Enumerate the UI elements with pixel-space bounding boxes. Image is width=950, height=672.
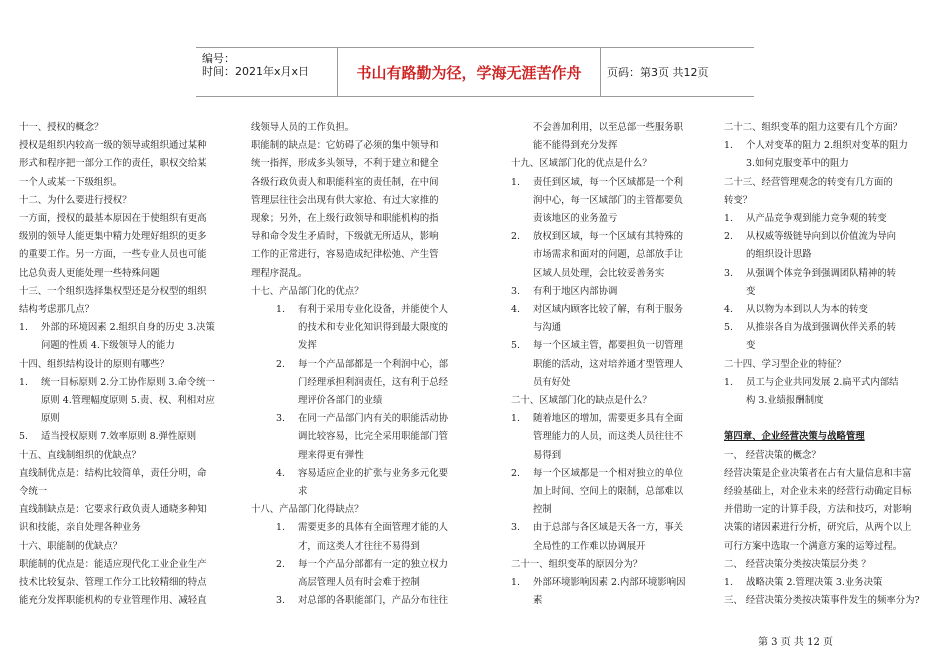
text-line: 二十四、学习型企业的特征？ — [724, 358, 846, 370]
header-motto: 书山有路勤为径，学海无涯苦作舟 — [338, 48, 601, 96]
list-item — [251, 465, 483, 483]
list-item-text: 从产品竞争观到能力竞争观的转变 — [746, 213, 887, 225]
list-item — [724, 392, 940, 410]
text-line: 工作的正常进行，容易造成纪律松弛、产生管 — [251, 249, 439, 261]
list-item — [19, 337, 235, 355]
list-item-number — [511, 356, 533, 374]
list-item-number: 3. — [276, 595, 285, 607]
text-line: 经营决策是企业决策者在占有大量信息和丰富 — [724, 467, 912, 479]
text-line: 比总负责人更能处理一些特殊问题 — [19, 267, 160, 279]
list-item-text: 求 — [298, 486, 308, 498]
text-line: 职能制的优点是：能适应现代化工业企业生产 — [19, 558, 207, 570]
text-line: 十八、产品部门化得缺点？ — [251, 504, 364, 516]
list-item — [511, 192, 716, 210]
list-item-text: 易得到 — [533, 449, 562, 461]
list-item-number — [19, 337, 41, 355]
list-item-text: 在同一产品部门内有关的职能活动协 — [298, 413, 449, 425]
text-line: 并借助一定的计算手段，方法和技巧，对影响 — [724, 504, 912, 516]
list-item-text: 每一个产品分部都有一定的独立权力 — [298, 558, 449, 570]
chapter-heading: 第四章、企业经营决策与战略管理 — [724, 431, 865, 443]
list-item-number: 1. — [19, 376, 28, 388]
list-item-text: 门经理承担利润责任，这有利于总经 — [298, 376, 449, 388]
text-line: 二十、区域部门化的缺点是什么？ — [511, 395, 652, 407]
list-item-text: 的技术和专业化知识得到最大限度的 — [298, 322, 449, 334]
list-item — [251, 538, 483, 556]
list-item — [511, 246, 716, 264]
list-item — [724, 137, 940, 155]
text-line: 十四、组织结构设计的原则有哪些？ — [19, 358, 170, 370]
list-item — [511, 592, 716, 610]
list-item-number: 3. — [511, 522, 520, 534]
list-item-number: 3. — [511, 285, 520, 297]
list-item — [251, 556, 483, 574]
text-line: 三、 经营决策分类按决策事件发生的频率分为? — [724, 595, 920, 607]
list-item-number — [511, 592, 533, 610]
list-item-number: 1. — [511, 176, 520, 188]
list-item — [251, 410, 483, 428]
list-item-text: 外部的环境因素 2.组织自身的历史 3.决策 — [41, 322, 215, 334]
list-item-text: 原则 — [41, 413, 60, 425]
list-item-text: 能不能得到充分发挥 — [533, 140, 618, 152]
list-item-text: 外部环境影响因素 2.内部环境影响因 — [533, 577, 686, 589]
page-header — [196, 47, 754, 97]
text-line: 十七、产品部门化的优点？ — [251, 285, 364, 297]
list-item-number — [276, 447, 298, 465]
list-item-text: 的组织设计思路 — [746, 249, 812, 261]
list-item — [511, 574, 716, 592]
list-item — [511, 337, 716, 355]
text-line: 管理层往往会出现有供大家抢、有过大家推的 — [251, 194, 439, 206]
list-item — [251, 319, 483, 337]
text-line: 令统一 — [19, 486, 48, 498]
list-item-number: 2. — [276, 558, 285, 570]
text-line: 技术比较复杂、管理工作分工比较精细的特点 — [19, 577, 207, 589]
list-item-text: 高层管理人员有时会难于控制 — [298, 577, 420, 589]
time-label: 时间：2021年x月x日 — [202, 65, 310, 78]
text-line: 十六、职能制的优缺点？ — [19, 540, 123, 552]
list-item — [724, 374, 940, 392]
list-item-number — [276, 337, 298, 355]
list-item-text: 由于总部与各区域是天各一方，事关 — [533, 522, 684, 534]
code-label: 编号： — [202, 52, 235, 65]
text-column-2 — [251, 119, 483, 610]
list-item-text: 需要更多的具体有全面管理才能的人 — [298, 522, 449, 534]
list-item-text: 3.如何克服变革中的阻力 — [746, 158, 849, 170]
list-item-text: 责任到区域，每一个区域都是一个利 — [533, 176, 684, 188]
list-item-text: 从强调个体竞争到强调团队精神的转 — [746, 267, 897, 279]
list-item-number: 3. — [724, 267, 733, 279]
header-page-info: 页码：第3页 共12页 — [607, 66, 709, 79]
list-item-text: 原则 4.管理幅度原则 5.责、权、利相对应 — [41, 395, 215, 407]
list-item-number: 2. — [511, 231, 520, 243]
list-item — [511, 228, 716, 246]
list-item-number — [276, 392, 298, 410]
list-item-number — [511, 246, 533, 264]
text-column-1 — [19, 119, 235, 610]
list-item — [251, 447, 483, 465]
text-line: 二十二、组织变革的阻力这要有几个方面？ — [724, 122, 903, 133]
list-item-number — [511, 192, 533, 210]
text-column-3 — [511, 119, 716, 610]
text-line: 现象；另外，在上级行政领导和职能机构的指 — [251, 213, 439, 225]
list-item — [724, 210, 940, 228]
list-item — [724, 246, 940, 264]
list-item-text: 每一个产品部都是一个利润中心，部 — [298, 358, 449, 370]
list-item-number — [511, 119, 533, 137]
text-line: 十二、为什么要进行授权？ — [19, 194, 132, 206]
text-line: 能充分发挥职能机构的专业管理作用、减轻直 — [19, 595, 207, 607]
list-item-text: 个人对变革的阻力 2.组织对变革的阻力 — [746, 140, 908, 152]
list-item — [724, 319, 940, 337]
text-line: 一、 经营决策的概念？ — [724, 449, 821, 461]
text-line: 线领导人员的工作负担。 — [251, 122, 355, 133]
list-item-number: 2. — [276, 358, 285, 370]
list-item — [511, 374, 716, 392]
text-line: 理程序混乱。 — [251, 267, 308, 279]
text-line: 授权是组织内较高一级的领导或组织通过某种 — [19, 140, 207, 152]
list-item-number — [511, 428, 533, 446]
text-line: 导和命令发生矛盾时，下级就无所适从，影响 — [251, 231, 439, 243]
text-line: 二十一、组织变革的原因分为？ — [511, 558, 643, 570]
list-item-number — [724, 155, 746, 173]
list-item — [251, 392, 483, 410]
list-item — [511, 356, 716, 374]
list-item-number: 2. — [511, 467, 520, 479]
list-item-text: 统一目标原则 2.分工协作原则 3.命令统一 — [41, 376, 215, 388]
list-item — [724, 265, 940, 283]
text-line: 十三、一个组织选择集权型还是分权型的组织 — [19, 285, 207, 297]
list-item — [724, 301, 940, 319]
list-item-text: 管理能力的人员，而这类人员往往不 — [533, 431, 684, 443]
list-item-text: 区域人员处理，会比较妥善务实 — [533, 267, 665, 279]
list-item-text: 适当授权原则 7.效率原则 8.弹性原则 — [41, 431, 197, 443]
list-item-number — [511, 483, 533, 501]
list-item-number — [511, 137, 533, 155]
list-item — [19, 319, 235, 337]
list-item — [511, 501, 716, 519]
list-item-text: 有利于地区内部协调 — [533, 285, 618, 297]
list-item-text: 变 — [746, 340, 756, 352]
list-item-text: 责该地区的业务盈亏 — [533, 213, 618, 225]
list-item — [511, 119, 716, 137]
list-item-number — [511, 374, 533, 392]
list-item — [251, 519, 483, 537]
text-line: 形式和程序把一部分工作的责任，职权交给某 — [19, 158, 207, 170]
list-item-number: 5. — [724, 322, 733, 334]
text-line: 十五、直线制组织的优缺点？ — [19, 449, 141, 461]
list-item-number: 4. — [724, 304, 733, 316]
list-item — [511, 210, 716, 228]
text-line: 识和技能，亲自处理各种业务 — [19, 522, 141, 534]
list-item-number: 3. — [276, 413, 285, 425]
list-item — [251, 374, 483, 392]
list-item-text: 全局性的工作难以协调展开 — [533, 540, 646, 552]
list-item-number — [276, 374, 298, 392]
list-item-text: 问题的性质 4.下级领导人的能力 — [41, 340, 175, 352]
list-item-text: 员有好处 — [533, 376, 571, 388]
list-item — [251, 592, 483, 610]
list-item-text: 变 — [746, 285, 756, 297]
text-line: 一个人或某一下级组织。 — [19, 176, 123, 188]
list-item-text: 发挥 — [298, 340, 317, 352]
text-line: 十一、授权的概念？ — [19, 122, 104, 133]
list-item-number — [276, 319, 298, 337]
list-item-number: 1. — [511, 413, 520, 425]
list-item — [724, 283, 940, 301]
list-item-number — [724, 392, 746, 410]
list-item-number: 1. — [511, 577, 520, 589]
list-item-text: 每一个区域主管，都要担负一切管理 — [533, 340, 684, 352]
list-item-text: 调比较容易，比完全采用职能部门管 — [298, 431, 449, 443]
list-item — [511, 283, 716, 301]
list-item-number — [19, 410, 41, 428]
list-item — [251, 574, 483, 592]
text-line: 直线制优点是：结构比较简单，责任分明，命 — [19, 467, 207, 479]
list-item-number: 2. — [724, 231, 733, 243]
list-item — [511, 137, 716, 155]
list-item-number: 4. — [276, 467, 285, 479]
list-item — [251, 428, 483, 446]
list-item — [724, 337, 940, 355]
text-line: 级别的领导人能更集中精力处理好组织的更多 — [19, 231, 207, 243]
list-item-text: 放权到区域，每一个区域有其特殊的 — [533, 231, 684, 243]
list-item — [19, 428, 235, 446]
text-line: 转变？ — [724, 194, 753, 206]
text-line: 二、 经营决策分类按决策层分类 ？ — [724, 558, 871, 570]
list-item — [724, 155, 940, 173]
list-item — [724, 574, 940, 592]
text-line: 的重要工作。另一方面，一些专业人员也可能 — [19, 249, 207, 261]
text-line: 各级行政负责人和职能科室的责任制，在中间 — [251, 176, 439, 188]
list-item — [19, 374, 235, 392]
list-item-text: 对区域内顾客比较了解，有利于服务 — [533, 304, 684, 316]
list-item-number — [276, 574, 298, 592]
list-item — [511, 428, 716, 446]
list-item — [511, 301, 716, 319]
text-line: 可行方案中选取一个满意方案的运筹过程。 — [724, 540, 903, 552]
text-line: 统一指挥，形成多头领导，不利于建立和健全 — [251, 158, 439, 170]
text-line: 直线制缺点是：它要求行政负责人通晓多种知 — [19, 504, 207, 516]
list-item-number: 1. — [724, 376, 733, 388]
list-item-text: 才，而这类人才往往不易得到 — [298, 540, 420, 552]
text-line: 经验基础上，对企业未来的经营行动确定目标 — [724, 486, 912, 498]
list-item-text: 有利于采用专业化设备，并能使个人 — [298, 304, 449, 316]
list-item-number — [19, 392, 41, 410]
list-item — [724, 228, 940, 246]
list-item-text: 不会善加利用，以至总部一些服务职 — [533, 122, 684, 133]
text-column-4 — [724, 119, 940, 610]
list-item — [251, 301, 483, 319]
list-item-text: 与沟通 — [533, 322, 562, 334]
list-item-text: 员工与企业共同发展 2.扁平式内部结 — [746, 376, 899, 388]
list-item-number: 1. — [276, 304, 285, 316]
list-item-text: 每一个区域都是一个相对独立的单位 — [533, 467, 684, 479]
list-item-text: 控制 — [533, 504, 552, 516]
list-item — [251, 337, 483, 355]
text-line: 决策的诸因素进行分析，研究后，从两个以上 — [724, 522, 912, 534]
list-item-number — [511, 538, 533, 556]
list-item-number — [511, 319, 533, 337]
list-item-text: 理来得更有弹性 — [298, 449, 364, 461]
list-item-number — [276, 538, 298, 556]
text-line: 十九、区域部门化的优点是什么？ — [511, 158, 652, 170]
list-item — [19, 392, 235, 410]
list-item-text: 随着地区的增加，需要更多具有全面 — [533, 413, 684, 425]
list-item-number: 1. — [724, 213, 733, 225]
list-item-text: 从权威等级链导向到以价值流为导向 — [746, 231, 897, 243]
list-item — [511, 519, 716, 537]
list-item-number: 5. — [511, 340, 520, 352]
list-item-number: 1. — [724, 140, 733, 152]
list-item-number: 1. — [724, 577, 733, 589]
list-item-number — [276, 428, 298, 446]
list-item — [511, 447, 716, 465]
list-item — [511, 265, 716, 283]
list-item-number: 4. — [511, 304, 520, 316]
list-item-text: 市场需求和面对的问题，总部放手让 — [533, 249, 684, 261]
list-item-number: 1. — [276, 522, 285, 534]
list-item — [251, 483, 483, 501]
list-item — [511, 174, 716, 192]
list-item — [511, 410, 716, 428]
list-item — [251, 356, 483, 374]
list-item-text: 润中心，每一区域部门的主管都要负 — [533, 194, 684, 206]
list-item-text: 素 — [533, 595, 543, 607]
list-item-number — [724, 337, 746, 355]
list-item-number — [724, 246, 746, 264]
list-item-text: 从推崇各自为战到强调伙伴关系的转 — [746, 322, 897, 334]
list-item — [19, 410, 235, 428]
list-item-text: 战略决策 2.管理决策 3.业务决策 — [746, 577, 883, 589]
list-item-number: 5. — [19, 431, 28, 443]
header-meta — [196, 48, 338, 96]
page-footer: 第 3 页 共 12 页 — [758, 637, 833, 648]
list-item — [511, 538, 716, 556]
text-line: 结构考虑那几点？ — [19, 304, 95, 316]
text-line: 二十三、经营管理观念的转变有几方面的 — [724, 176, 893, 188]
list-item — [511, 465, 716, 483]
list-item-text: 对总部的各职能部门，产品分布往往 — [298, 595, 449, 607]
list-item-number — [276, 483, 298, 501]
list-item-text: 加上时间、空间上的限制，总部难以 — [533, 486, 684, 498]
list-item-number — [511, 210, 533, 228]
text-line: 职能制的缺点是：它妨碍了必须的集中领导和 — [251, 140, 439, 152]
list-item — [511, 483, 716, 501]
list-item-text: 容易适应企业的扩张与业务多元化要 — [298, 467, 449, 479]
list-item-number — [511, 447, 533, 465]
list-item-text: 构 3.业绩报酬制度 — [746, 395, 824, 407]
text-line: 一方面，授权的最基本原因在于使组织有更高 — [19, 213, 207, 225]
list-item-text: 理评价各部门的业绩 — [298, 395, 383, 407]
list-item-number: 1. — [19, 322, 28, 334]
list-item-number — [511, 501, 533, 519]
list-item — [511, 319, 716, 337]
list-item-number — [724, 283, 746, 301]
list-item-text: 职能的活动，这对培养通才型管理人 — [533, 358, 684, 370]
list-item-number — [511, 265, 533, 283]
list-item-text: 从以物为本到以人为本的转变 — [746, 304, 868, 316]
text-line — [724, 410, 940, 428]
